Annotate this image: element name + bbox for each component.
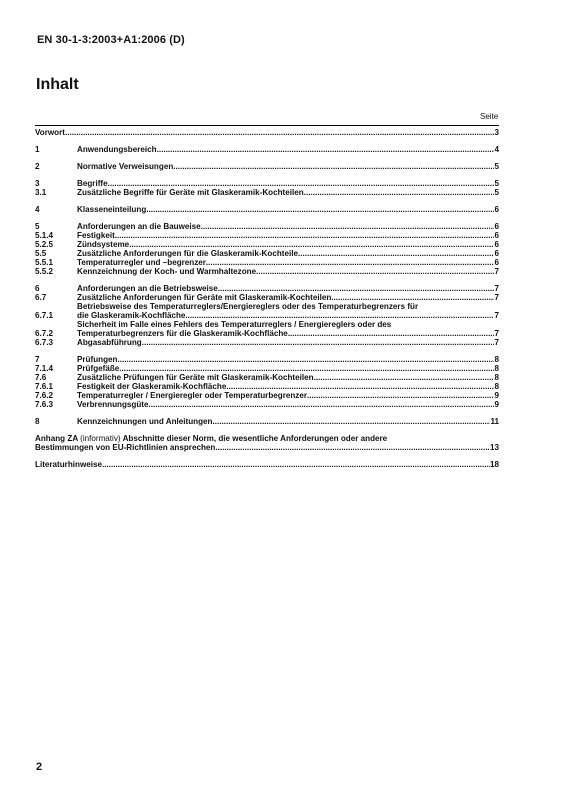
- toc-entry-text: [77, 391, 499, 400]
- toc-leader-dots: [129, 240, 494, 249]
- toc-entry-title: Kennzeichnungen und Anleitungen: [77, 417, 213, 426]
- document-header-id: EN 30-1-3:2003+A1:2006 (D): [37, 34, 185, 46]
- toc-entry-text: [35, 434, 499, 452]
- toc-leader-dots: [201, 222, 495, 231]
- annex-title-line2: Bestimmungen von EU-Richtlinien ansprechen: [35, 443, 216, 452]
- toc-entry[interactable]: [35, 205, 499, 214]
- toc-entry-number: 6.7.2: [35, 329, 54, 338]
- toc-entry-text-line1: Sicherheit im Falle eines Fehlers des Temperaturreglers / Energiereglers oder des: [77, 320, 392, 329]
- toc-entry-title: Anwendungsbereich: [77, 145, 157, 154]
- toc-leader-dots: [146, 205, 494, 214]
- toc-entry[interactable]: [35, 382, 499, 391]
- toc-leader-dots: [115, 231, 495, 240]
- toc-entry-number: 7.6.1: [35, 382, 54, 391]
- annex-informative: (informativ): [80, 434, 121, 443]
- toc-entry-text: [77, 338, 499, 347]
- toc-entry-number: 7.6.2: [35, 391, 54, 400]
- toc-entry-text: [77, 293, 499, 302]
- toc-entry-number: 6.7: [35, 293, 47, 302]
- toc-entry-title: Festigkeit: [77, 231, 115, 240]
- toc-entry-text: [65, 128, 499, 137]
- toc-entry[interactable]: [35, 302, 499, 320]
- toc-entry-number: 6.7.3: [35, 338, 54, 347]
- toc-entry-page: 7: [494, 267, 499, 276]
- toc-entry[interactable]: [35, 231, 499, 240]
- toc-entry[interactable]: [35, 267, 499, 276]
- toc-entry-number: 7.6.3: [35, 400, 54, 409]
- toc-entry-page: 8: [494, 373, 499, 382]
- toc-entry-number: 5.1.4: [35, 231, 54, 240]
- toc-entry-text: [77, 284, 499, 293]
- toc-leader-dots: [149, 400, 495, 409]
- toc-entry-page: 6: [494, 222, 499, 231]
- toc-leader-dots: [314, 373, 495, 382]
- toc-leader-dots: [213, 417, 491, 426]
- toc-entry[interactable]: [35, 338, 499, 347]
- toc-entry-title: Anforderungen an die Betriebsweise: [77, 284, 218, 293]
- toc-entry-text: [77, 222, 499, 231]
- toc-entry-title: Festigkeit der Glaskeramik-Kochfläche: [77, 382, 227, 391]
- toc-entry-page: 8: [494, 355, 499, 364]
- toc-entry-text: [77, 231, 499, 240]
- toc-leader-dots: [65, 128, 495, 137]
- toc-entry-text-line2: [77, 311, 499, 320]
- toc-leader-dots: [157, 145, 495, 154]
- toc-leader-dots: [117, 355, 494, 364]
- annex-label: Anhang ZA: [35, 434, 78, 443]
- toc-entry[interactable]: [35, 400, 499, 409]
- toc-entry-text: [77, 382, 499, 391]
- toc-entry-page: 9: [494, 400, 499, 409]
- toc-entry-number: 4: [35, 205, 40, 214]
- toc-entry-text: [77, 240, 499, 249]
- toc-entry-page: 7: [494, 311, 499, 320]
- toc-entry-number: 5: [35, 222, 40, 231]
- toc-leader-dots: [215, 443, 490, 452]
- toc-entry[interactable]: [35, 417, 499, 426]
- toc-entry[interactable]: [35, 240, 499, 249]
- toc-entry-text: [77, 364, 499, 373]
- toc-entry-title: die Glaskeramik-Kochfläche: [77, 311, 186, 320]
- toc-leader-dots: [331, 293, 494, 302]
- toc-entry-page: 6: [494, 258, 499, 267]
- toc-entry-number: 7.1.4: [35, 364, 54, 373]
- toc-entry-number: 2: [35, 162, 40, 171]
- toc-entry[interactable]: [35, 373, 499, 382]
- toc-entry-number: 3: [35, 179, 40, 188]
- toc-leader-dots: [288, 329, 495, 338]
- toc-entry-text: [77, 162, 499, 171]
- toc-entry-title: Zusätzliche Prüfungen für Geräte mit Glaskeramik-Kochteilen: [77, 373, 314, 382]
- toc-entry-text: [77, 179, 499, 188]
- toc-entry[interactable]: [35, 355, 499, 364]
- toc-entry-text-line2: [77, 329, 499, 338]
- toc-entry-page: 5: [494, 179, 499, 188]
- toc-entry[interactable]: [35, 249, 499, 258]
- toc-leader-dots: [218, 284, 495, 293]
- toc-leader-dots: [102, 460, 490, 469]
- toc-entry-text: [77, 205, 499, 214]
- toc-entry-text: [35, 460, 499, 469]
- toc-entry[interactable]: [35, 162, 499, 171]
- toc-entry-title: Prüfgefäße: [77, 364, 120, 373]
- toc-entry-page: 7: [494, 329, 499, 338]
- toc-entry[interactable]: [35, 128, 499, 137]
- toc-entry[interactable]: [35, 258, 499, 267]
- toc-entry-title: Kennzeichnung der Koch- und Warmhaltezone: [77, 267, 257, 276]
- toc-leader-dots: [307, 391, 494, 400]
- page-title: Inhalt: [36, 76, 79, 93]
- toc-entry-title: Zusätzliche Anforderungen für Geräte mit Glaskeramik-Kochteilen: [77, 293, 332, 302]
- toc-entry-page: 7: [494, 338, 499, 347]
- toc-entry-page: 6: [494, 240, 499, 249]
- toc-leader-dots: [108, 179, 495, 188]
- toc-entry-number: 5.5.1: [35, 258, 54, 267]
- toc-entry-title: Verbrennungsgüte: [77, 400, 149, 409]
- toc-entry-number: Vorwort: [35, 128, 65, 137]
- toc-entry-number: 5.5: [35, 249, 47, 258]
- toc-entry-page: 5: [494, 188, 499, 197]
- toc-entry[interactable]: [35, 222, 499, 231]
- toc-entry-title: Prüfungen: [77, 355, 118, 364]
- toc-entry-page: 8: [494, 382, 499, 391]
- toc-entry-page: 3: [494, 128, 499, 137]
- toc-entry-page: 13: [489, 443, 499, 452]
- toc-entry[interactable]: [35, 364, 499, 373]
- toc-entry-text: [77, 188, 499, 197]
- toc-entry-text: [77, 249, 499, 258]
- toc-top-rule: [35, 125, 499, 126]
- toc-entry-text: [77, 373, 499, 382]
- toc-leader-dots: [185, 311, 494, 320]
- toc-entry[interactable]: [35, 293, 499, 302]
- toc-entry-page: 4: [494, 145, 499, 154]
- toc-leader-dots: [298, 249, 495, 258]
- toc-entry-text: [77, 355, 499, 364]
- toc-entry-title: Abgasabführung: [77, 338, 142, 347]
- toc-leader-dots: [256, 267, 494, 276]
- toc-entry-number: 5.2.5: [35, 240, 54, 249]
- toc-entry-page: 8: [494, 364, 499, 373]
- toc-entry-page: 6: [494, 249, 499, 258]
- toc-entry-number: 7.6: [35, 373, 47, 382]
- table-of-contents: [35, 128, 499, 469]
- toc-entry-number: 8: [35, 417, 40, 426]
- toc-entry-number: 7: [35, 355, 40, 364]
- toc-entry-text: [77, 302, 499, 320]
- toc-entry-text: [77, 267, 499, 276]
- toc-entry-text-line1: Betriebsweise des Temperaturreglers/Energiereglers oder des Temperaturbegrenzers für: [77, 302, 419, 311]
- toc-entry[interactable]: [35, 179, 499, 188]
- toc-leader-dots: [304, 188, 495, 197]
- toc-entry-number: 5.5.2: [35, 267, 54, 276]
- toc-entry-page: 7: [494, 284, 499, 293]
- toc-entry-number: 1: [35, 145, 40, 154]
- toc-leader-dots: [206, 258, 495, 267]
- toc-entry-page: 5: [494, 162, 499, 171]
- toc-entry-title: Temperaturregler und –begrenzer: [77, 258, 206, 267]
- toc-leader-dots: [226, 382, 494, 391]
- toc-entry-number: 6.7.1: [35, 311, 54, 320]
- toc-entry-page: 18: [489, 460, 499, 469]
- toc-entry-title: Temperaturbegrenzers für die Glaskeramik-Kochfläche: [77, 329, 288, 338]
- toc-leader-dots: [173, 162, 494, 171]
- page-column-label: Seite: [480, 112, 499, 121]
- toc-entry-title: Zündsysteme: [77, 240, 130, 249]
- toc-entry[interactable]: [35, 391, 499, 400]
- toc-entry-text: [77, 320, 499, 338]
- toc-entry-title: Klasseneinteilung: [77, 205, 147, 214]
- toc-entry[interactable]: [35, 188, 499, 197]
- toc-entry-title: Zusätzliche Begriffe für Geräte mit Glaskeramik-Kochteilen: [77, 188, 304, 197]
- toc-entry-text: [77, 417, 499, 426]
- toc-entry-page: 11: [490, 417, 499, 426]
- toc-entry-title: Temperaturregler / Energieregler oder Temperaturbegrenzer: [77, 391, 307, 400]
- toc-entry[interactable]: [35, 145, 499, 154]
- toc-entry-page: 6: [494, 231, 499, 240]
- toc-entry-title: Literaturhinweise: [35, 460, 103, 469]
- toc-entry-number: 6: [35, 284, 40, 293]
- toc-entry[interactable]: [35, 284, 499, 293]
- toc-entry-text: [77, 400, 499, 409]
- toc-entry-text: [77, 145, 499, 154]
- toc-entry-text-line1: [35, 434, 499, 443]
- toc-entry-page: 9: [494, 391, 499, 400]
- page-number: 2: [36, 761, 43, 773]
- toc-entry-text-line2: [35, 443, 499, 452]
- toc-entry-page: 6: [494, 205, 499, 214]
- toc-leader-dots: [142, 338, 495, 347]
- toc-entry-literature[interactable]: [35, 460, 499, 469]
- toc-entry-text: [77, 258, 499, 267]
- toc-entry-page: 7: [494, 293, 499, 302]
- toc-entry[interactable]: [35, 320, 499, 338]
- toc-entry-number: 3.1: [35, 188, 47, 197]
- toc-entry-title: Normative Verweisungen: [77, 162, 174, 171]
- toc-leader-dots: [119, 364, 494, 373]
- toc-entry-title: Anforderungen an die Bauweise: [77, 222, 201, 231]
- toc-entry-annex-za[interactable]: [35, 434, 499, 452]
- toc-entry-title: Begriffe: [77, 179, 108, 188]
- toc-entry-title: Zusätzliche Anforderungen für die Glaskeramik-Kochteile: [77, 249, 298, 258]
- annex-title-line1: Abschnitte dieser Norm, die wesentliche Anforderungen oder andere: [122, 434, 388, 443]
